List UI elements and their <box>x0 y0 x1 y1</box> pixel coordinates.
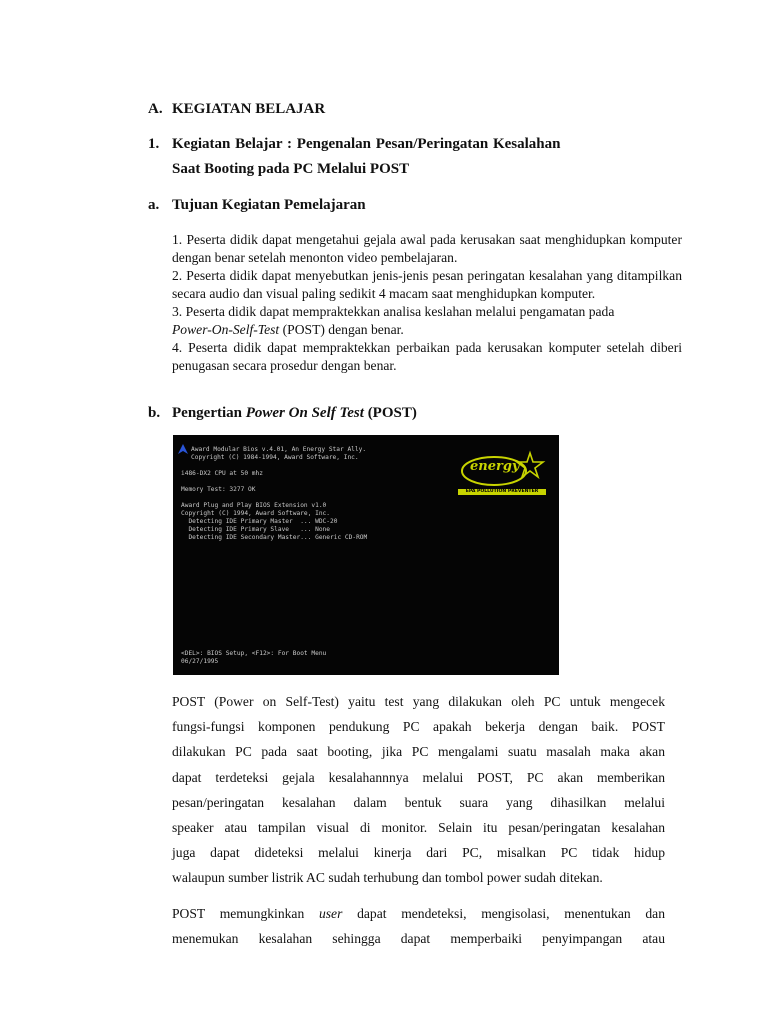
objective-3: 3. Peserta didik dapat mempraktekkan analisa keslahan melalui pengamatan pada <box>172 304 615 319</box>
paragraph-line: dilakukan PC pada saat booting, jika PC mengalami suatu masalah maka akan <box>172 744 665 760</box>
objective-3-tail: (POST) dengan benar. <box>279 322 404 337</box>
energy-logo-text: energy <box>470 459 520 474</box>
paragraph2-pre: POST memungkinkan <box>172 906 319 921</box>
activity-title-line2: Saat Booting pada PC Melalui POST <box>172 161 410 177</box>
objective-3-italic: Power-On-Self-Test <box>172 322 280 337</box>
paragraph-line: speaker atau tampilan visual di monitor. Selain itu pesan/peringatan kesalahan <box>172 820 665 836</box>
sub-a-heading <box>148 197 366 214</box>
paragraph-line: dapat terdeteksi gejala kesalahannnya melalui POST, PC akan memberikan <box>172 769 665 785</box>
paragraph-line: juga dapat dideteksi melalui kinerja dari PC, misalkan PC tidak hidup <box>172 845 665 861</box>
section-marker: A. <box>148 101 163 117</box>
objective-4: 4. Peserta didik dapat mempraktekkan perbaikan pada kerusakan komputer setelah diberi penugasan secara prosedur dengan benar. <box>172 340 682 373</box>
sub-b-title-prefix: Pengertian <box>172 405 246 421</box>
bios-line: Award Modular Bios v.4.01, An Energy Star Ally. <box>191 446 367 453</box>
objective-3-cont <box>172 321 682 339</box>
activity-title-line1: Kegiatan Belajar : Pengenalan Pesan/Peringatan Kesalahan <box>172 136 561 152</box>
paragraph-line: walaupun sumber listrik AC sudah terhubung dan tombol power sudah ditekan. <box>172 870 603 886</box>
sub-b-title-italic: Power On Self Test <box>245 405 364 421</box>
sub-a-title: Tujuan Kegiatan Pemelajaran <box>172 197 366 213</box>
bios-line: i486-DX2 CPU at 50 mhz <box>181 470 263 477</box>
sub-b-marker: b. <box>148 405 161 421</box>
paragraph-line <box>172 901 665 926</box>
objective-1: 1. Peserta didik dapat mengetahui gejala awal pada kerusakan saat menghidupkan komputer dengan benar setelah menonton video pembelajaran. <box>172 232 682 265</box>
activity-marker: 1. <box>148 136 160 152</box>
bios-line: Copyright (C) 1984-1994, Award Software, Inc. <box>191 454 359 461</box>
award-logo-icon <box>177 443 189 455</box>
energy-logo-caption: EPA POLLUTION PREVENTER <box>458 489 546 495</box>
paragraph-post-definition <box>172 689 665 891</box>
bios-line: Copyright (C) 1994, Award Software, Inc. <box>181 510 331 517</box>
sub-b-title-suffix: (POST) <box>363 405 417 421</box>
section-title: KEGIATAN BELAJAR <box>172 101 326 117</box>
bios-line: Detecting IDE Primary Master ... WDC-20 <box>181 518 338 525</box>
bios-line: Award Plug and Play BIOS Extension v1.0 <box>181 502 327 509</box>
bios-footer-date: 06/27/1995 <box>181 658 219 665</box>
section-heading <box>148 101 325 118</box>
bios-footer-keys: <DEL>: BIOS Setup, <F12>: For Boot Menu <box>181 650 327 657</box>
paragraph-line: pesan/peringatan kesalahan dalam bentuk suara yang dihasilkan melalui <box>172 794 665 810</box>
bios-screenshot <box>173 435 559 675</box>
objective-2: 2. Peserta didik dapat menyebutkan jenis-jenis pesan peringatan kesalahan yang ditampilkan secara audio dan visual paling sedikit 4 macam saat menghidupkan komputer. <box>172 268 682 301</box>
paragraph-line: fungsi-fungsi komponen pendukung PC apakah bekerja dengan baik. POST <box>172 719 665 735</box>
paragraph2-post: dapat mendeteksi, mengisolasi, menentukan dan <box>342 906 665 921</box>
bios-line: Detecting IDE Primary Slave ... None <box>181 526 331 533</box>
objectives-list <box>172 231 682 375</box>
paragraph2-italic: user <box>318 906 343 921</box>
paragraph-line: POST (Power on Self-Test) yaitu test yang dilakukan oleh PC untuk mengecek <box>172 694 665 709</box>
activity-heading <box>148 136 588 153</box>
energy-star-logo <box>458 449 548 497</box>
sub-a-marker: a. <box>148 197 160 213</box>
bios-line: Memory Test: 3277 OK <box>181 486 256 493</box>
bios-line: Detecting IDE Secondary Master... Generic CD-ROM <box>181 534 368 541</box>
sub-b-heading <box>148 405 417 422</box>
paragraph-line: menemukan kesalahan sehingga dapat memperbaiki penyimpangan atau <box>172 931 665 947</box>
paragraph-post-capabilities <box>172 901 665 951</box>
